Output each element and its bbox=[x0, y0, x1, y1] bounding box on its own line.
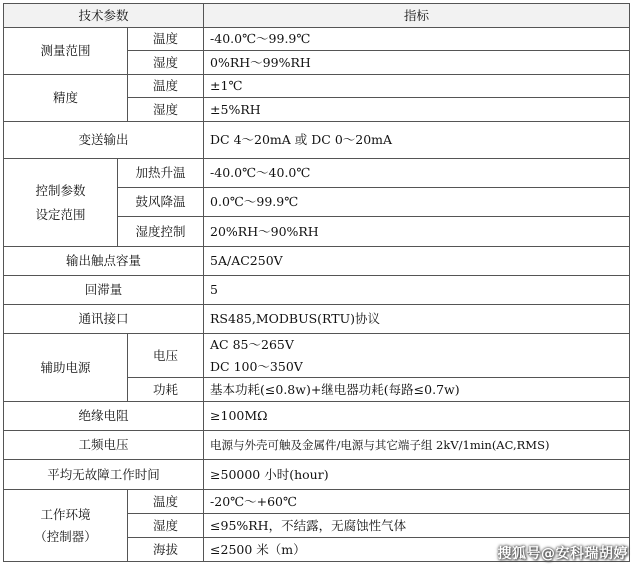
header-row bbox=[4, 4, 630, 28]
aux-voltage-value bbox=[204, 334, 630, 378]
measure-hum-label: 湿度 bbox=[128, 51, 204, 75]
header-spec: 指标 bbox=[204, 4, 630, 28]
aux-voltage-label: 电压 bbox=[128, 334, 204, 378]
environment-label bbox=[4, 490, 128, 562]
mtbf-row bbox=[4, 460, 630, 490]
hysteresis-label: 回滞量 bbox=[4, 276, 204, 305]
measure-temp-value: -40.0℃～99.9℃ bbox=[204, 28, 630, 51]
env-hum-label: 湿度 bbox=[128, 514, 204, 538]
control-heat-row bbox=[4, 159, 630, 188]
power-freq-voltage-label: 工频电压 bbox=[4, 431, 204, 460]
measure-temp-label: 温度 bbox=[128, 28, 204, 51]
header-param: 技术参数 bbox=[4, 4, 204, 28]
mtbf-label: 平均无故障工作时间 bbox=[4, 460, 204, 490]
control-params-label bbox=[4, 159, 118, 247]
control-hum-value: 20%RH～90%RH bbox=[204, 217, 630, 247]
environment-label-line1: 工作环境 bbox=[40, 506, 91, 522]
measure-range-label: 测量范围 bbox=[4, 28, 128, 75]
comm-interface-value: RS485,MODBUS(RTU)协议 bbox=[204, 305, 630, 334]
accuracy-hum-value: ±5%RH bbox=[204, 98, 630, 122]
insulation-value: ≥100MΩ bbox=[204, 402, 630, 431]
transmit-output-row bbox=[4, 122, 630, 159]
control-fan-value: 0.0℃～99.9℃ bbox=[204, 188, 630, 217]
measure-hum-value: 0%RH～99%RH bbox=[204, 51, 630, 75]
spec-table bbox=[3, 3, 630, 562]
control-heat-label: 加热升温 bbox=[118, 159, 204, 188]
power-freq-voltage-row bbox=[4, 431, 630, 460]
accuracy-temp-label: 温度 bbox=[128, 75, 204, 98]
env-hum-value: ≤95%RH，不结露，无腐蚀性气体 bbox=[204, 514, 630, 538]
aux-power-label: 辅助电源 bbox=[4, 334, 128, 402]
env-temp-value: -20℃～+60℃ bbox=[204, 490, 630, 514]
contact-capacity-value: 5A/AC250V bbox=[204, 247, 630, 276]
mtbf-value: ≥50000 小时(hour) bbox=[204, 460, 630, 490]
control-heat-value: -40.0℃～40.0℃ bbox=[204, 159, 630, 188]
aux-power-consumption-label: 功耗 bbox=[128, 378, 204, 402]
watermark: 搜狐号@安科瑞胡婷 bbox=[497, 546, 628, 562]
control-params-label-line2: 设定范围 bbox=[35, 206, 86, 222]
aux-power-consumption-value: 基本功耗(≤0.8w)+继电器功耗(每路≤0.7w) bbox=[204, 378, 630, 402]
comm-interface-row bbox=[4, 305, 630, 334]
insulation-row bbox=[4, 402, 630, 431]
accuracy-hum-label: 湿度 bbox=[128, 98, 204, 122]
env-alt-value: ≤2500 米（m） bbox=[204, 538, 630, 562]
contact-capacity-label: 输出触点容量 bbox=[4, 247, 204, 276]
env-temp-label: 温度 bbox=[128, 490, 204, 514]
transmit-output-value: DC 4～20mA 或 DC 0～20mA bbox=[204, 122, 630, 159]
env-temp-row bbox=[4, 490, 630, 514]
control-params-label-line1: 控制参数 bbox=[35, 182, 86, 198]
control-fan-label: 鼓风降温 bbox=[118, 188, 204, 217]
accuracy-temp-row bbox=[4, 75, 630, 98]
hysteresis-row bbox=[4, 276, 630, 305]
aux-voltage-row bbox=[4, 334, 630, 378]
contact-capacity-row bbox=[4, 247, 630, 276]
control-hum-label: 湿度控制 bbox=[118, 217, 204, 247]
env-alt-label: 海拔 bbox=[128, 538, 204, 562]
aux-voltage-dc: DC 100～350V bbox=[210, 358, 303, 374]
hysteresis-value: 5 bbox=[204, 276, 630, 305]
insulation-label: 绝缘电阻 bbox=[4, 402, 204, 431]
aux-voltage-ac: AC 85～265V bbox=[210, 336, 294, 352]
transmit-output-label: 变送输出 bbox=[4, 122, 204, 159]
accuracy-temp-value: ±1℃ bbox=[204, 75, 630, 98]
measure-range-temp-row bbox=[4, 28, 630, 51]
comm-interface-label: 通讯接口 bbox=[4, 305, 204, 334]
accuracy-label: 精度 bbox=[4, 75, 128, 122]
environment-label-line2: （控制器） bbox=[34, 528, 97, 544]
power-freq-voltage-value: 电源与外壳可触及金属件/电源与其它端子组 2kV/1min(AC,RMS) bbox=[204, 431, 630, 460]
